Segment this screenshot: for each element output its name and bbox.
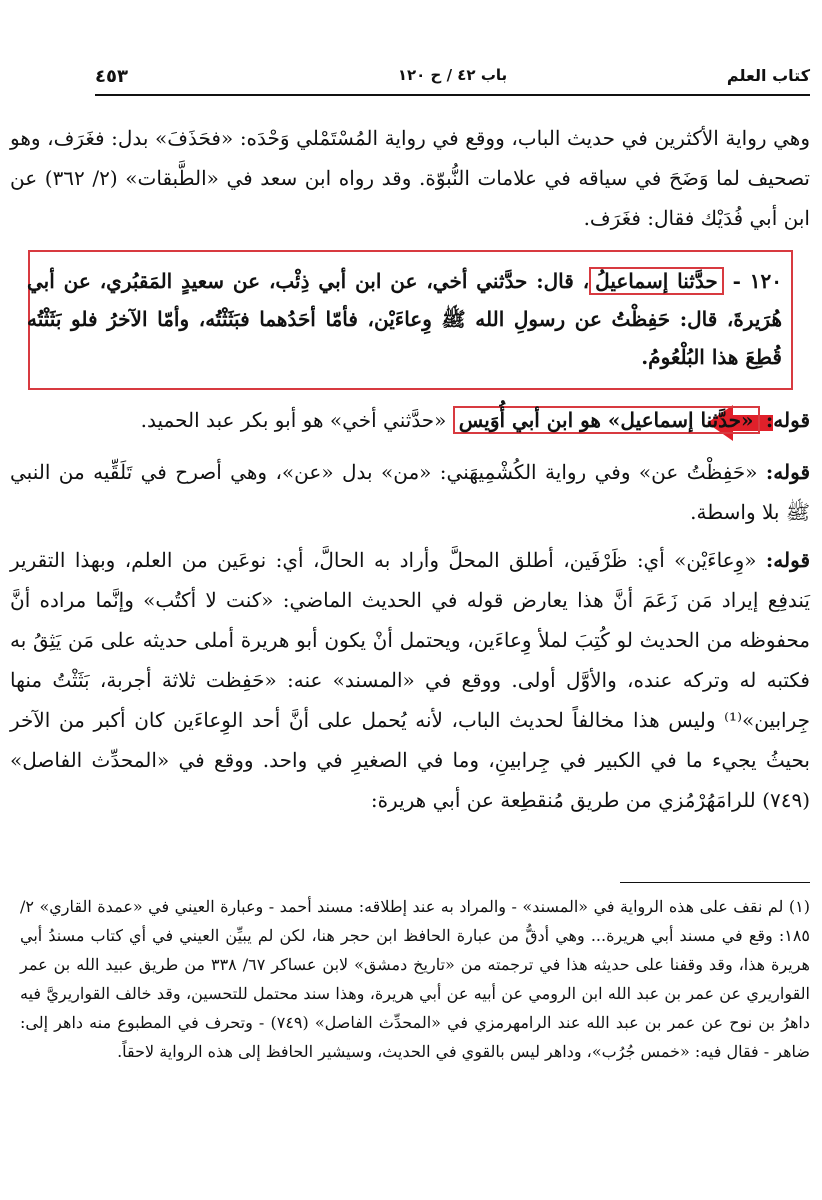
commentary-label: قوله: [765, 548, 810, 572]
intro-paragraph: وهي رواية الأكثرين في حديث الباب، ووقع في رواية المُسْتَمْلي وَحْدَه: «فحَذَفَ» بدل: فغَرَف، وهو تصحيف لما وَضَحَ في سياقه في علامات النُّبوّة. وقد رواه ابن سعد في «الطَّبقات» (٢/ ٣٦٢) عن ابن أبي فُدَيْك فقال: فغَرَف. [10, 126, 810, 230]
commentary-highlighted-phrase: «حدَّثنا إسماعيل» هو ابن أبي أُوَيس [453, 406, 760, 434]
hadith-number: ١٢٠ - [732, 269, 783, 293]
hadith-block [27, 262, 782, 376]
book-title: كتاب العلم [726, 66, 810, 85]
commentary-label: قوله: [765, 460, 810, 484]
footnote: (١) لم نقف على هذه الرواية في «المسند» - والمراد به عند إطلاقه: مسند أحمد - وعبارة العيني في «عمدة القاري» ٢/ ١٨٥: وقع في مسند أبي هريرة... وهي أدقُّ من عبارة الحافظ ابن حجر هنا، لكن لم يبيِّن العيني في أي كتاب مسندُ أبي هريرة هذا، وقد وقفنا على حديثه هذا في ترجمته من «تاريخ دمشق» لابن عساكر ٦٧/ ٣٣٨ من طريق عبيد الله بن عمر القواريري عن عمر بن عبد الله ابن الرومي عن أبيه عن أبي هريرة، وهذا سند محتمل للتحسين، وقد خالف القواريريَّ فيه داهرُ بن نوح عن عمر بن عبد الله عند الرامهرمزي في «المحدِّث الفاصل» (٧٤٩) - وتحرف في المطبوع منه داهر إلى: ضاهر - فقال فيه: «خمس جُرُب»، وداهر ليس بالقوي في الحديث، وسيشير الحافظ إلى هذه الرواية لاحقاً. [20, 897, 810, 1061]
commentary-text: «وِعاءَيْن» أي: ظَرْفَين، أطلق المحلَّ وأراد به الحالَّ، أي: نوعَين من العلم، وبهذا التقرير يَندفِع إيراد مَن زَعَمَ أنَّ هذا يعارض قوله في الحديث الماضي: «كنت لا أكتُب» وإنَّما مراده أنَّ محفوظه من الحديث لو كُتِبَ لملأ وِعاءَين، ويحتمل أنْ يكون أبو هريرة أملى حديثه على مَن يَثِقُ به فكتبه له وتركه عنده، والأوَّل أولى. ووقع في «المسند» عنه: «حَفِظت ثلاثة أجربة، بَثَثْتُ منها جِرابين»⁽¹⁾ وليس هذا مخالفاً لحديث الباب، لأنه يُحمل على أنَّ أحد الوِعاءَين كان أكبر من الآخر بحيثُ يجيء ما في الكبير في جِرابينِ، وما في الصغيرِ في واحد. ووقع في «المحدِّث الفاصل» (٧٤٩) للرامَهُرْمُزي من طريق مُنقطِعة عن أبي هريرة: [10, 548, 810, 812]
footnote-divider [620, 882, 810, 883]
commentary-text: «حَفِظْتُ عن» وفي رواية الكُشْمِيهَني: «من» بدل «عن»، وهي أصرح في تَلَقِّيه من النبي ﷺ بلا واسطة. [10, 460, 810, 524]
commentary-label: قوله: [765, 408, 810, 432]
header-divider [95, 94, 810, 96]
chapter-reference: باب ٤٢ / ح ١٢٠ [397, 66, 508, 84]
commentary-paragraph-4 [10, 540, 810, 820]
commentary-paragraph-3 [10, 452, 810, 532]
page-number: ٤٥٣ [95, 66, 128, 87]
hadith-highlighted-phrase: حدَّثنا إسماعيلُ [589, 267, 724, 295]
page-header [95, 66, 810, 92]
hadith-text: ، قال: حدَّثني أخي، عن ابن أبي ذِئْب، عن سعيدٍ المَقبُري، عن أبي هُرَيرةَ، قال: حَفِظْتُ عن رسولِ الله ﷺ وِعاءَيْن، فأمّا أحَدُهما فبَثَثْتُه، وأمّا الآخرُ فلو بَثَثْتُه قُطِعَ هذا البُلْعُومُ. [27, 269, 782, 369]
commentary-text: «حدَّثني أخي» هو أبو بكر عبد الحميد. [140, 408, 453, 432]
commentary-paragraph-2 [110, 400, 810, 440]
